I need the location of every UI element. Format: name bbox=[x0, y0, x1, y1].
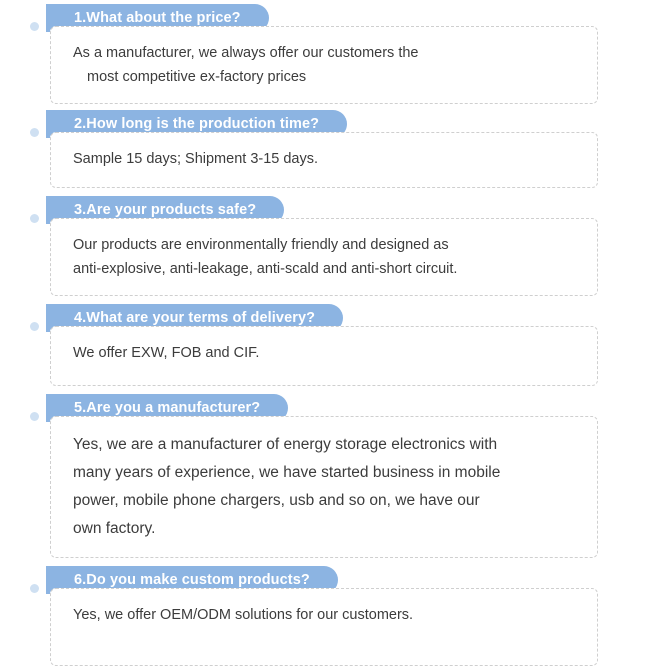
faq-answer-line: Our products are environmentally friendly and designed as bbox=[73, 237, 449, 253]
bullet-dot-icon bbox=[30, 584, 39, 593]
faq-item bbox=[30, 566, 598, 666]
faq-item bbox=[30, 196, 598, 296]
faq-item bbox=[30, 4, 598, 104]
faq-answer-line: Yes, we offer OEM/ODM solutions for our customers. bbox=[73, 607, 414, 623]
faq-item bbox=[30, 394, 598, 558]
faq-answer-line: Yes, we are a manufacturer of energy storage electronics with bbox=[73, 436, 498, 453]
faq-answer-line: most competitive ex-factory prices bbox=[87, 69, 307, 85]
bullet-dot-icon bbox=[30, 322, 39, 331]
faq-question: 6.Do you make custom products? bbox=[46, 566, 338, 594]
faq-answer bbox=[50, 416, 598, 558]
faq-item bbox=[30, 304, 598, 386]
faq-answer bbox=[50, 588, 598, 666]
faq-answer bbox=[50, 326, 598, 386]
bullet-dot-icon bbox=[30, 128, 39, 137]
faq-item bbox=[30, 110, 598, 188]
faq-answer-line: many years of experience, we have started business in mobile bbox=[73, 464, 501, 481]
bullet-dot-icon bbox=[30, 214, 39, 223]
faq-answer-line: Sample 15 days; Shipment 3-15 days. bbox=[73, 151, 319, 167]
faq-answer bbox=[50, 26, 598, 104]
faq-answer bbox=[50, 218, 598, 296]
bullet-dot-icon bbox=[30, 22, 39, 31]
faq-answer-line: anti-explosive, anti-leakage, anti-scald and anti-short circuit. bbox=[73, 261, 458, 277]
faq-question: 4.What are your terms of delivery? bbox=[46, 304, 343, 332]
faq-answer-line: power, mobile phone chargers, usb and so on, we have our bbox=[73, 492, 480, 509]
bullet-dot-icon bbox=[30, 412, 39, 421]
faq-question: 5.Are you a manufacturer? bbox=[46, 394, 288, 422]
faq-answer-line: own factory. bbox=[73, 520, 156, 537]
faq-answer-line: We offer EXW, FOB and CIF. bbox=[73, 345, 260, 361]
faq-answer bbox=[50, 132, 598, 188]
faq-question: 2.How long is the production time? bbox=[46, 110, 347, 138]
faq-question: 3.Are your products safe? bbox=[46, 196, 284, 224]
faq-question: 1.What about the price? bbox=[46, 4, 269, 32]
faq-answer-line: As a manufacturer, we always offer our customers the bbox=[73, 45, 419, 61]
